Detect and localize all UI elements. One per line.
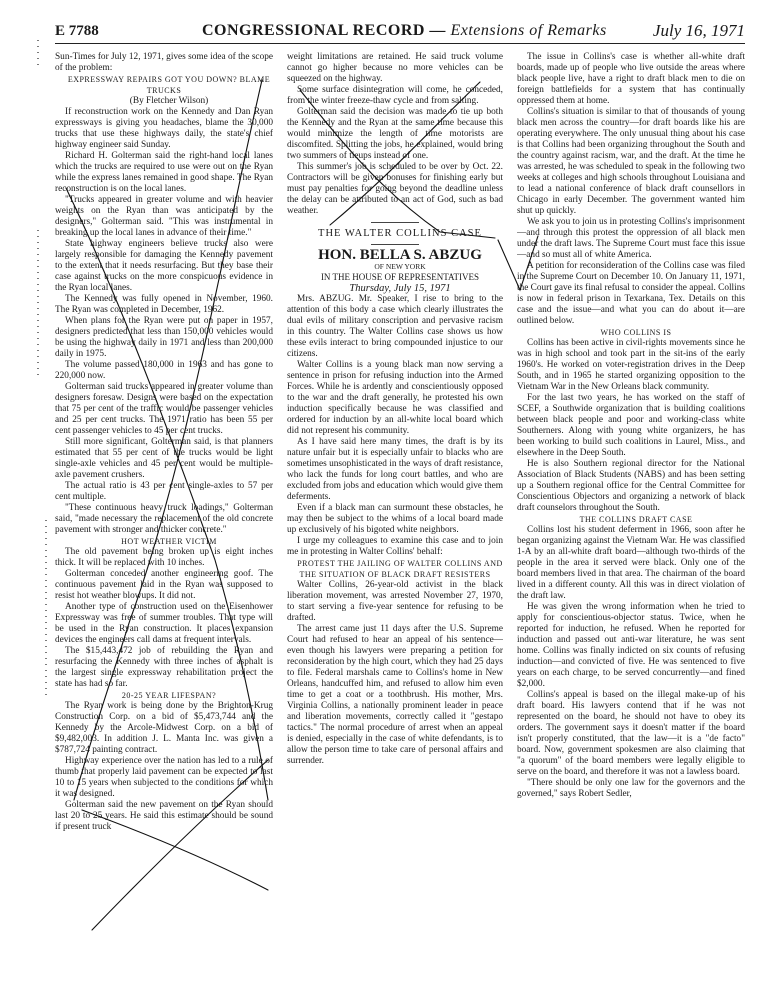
paragraph: Another type of construction used on the Eisenhower Expressway was free of summer troubles. That type will be used in the Ryan construction. It places expansion devices the engineers call dams at frequent intervals. [55,602,273,645]
paragraph: This summer's job is scheduled to be over by Oct. 22. Contractors will be given bonuses for finishing early but must pay penalties for going beyond the deadline unless the delay can be attributed to an act of God, such as bad weather. [287,162,503,216]
paragraph: Golterman said the new pavement on the Ryan should last 20 to 25 years. He said this estimate should be sound if present truck [55,800,273,832]
chamber-line: IN THE HOUSE OF REPRESENTATIVES [320,272,480,282]
paragraph: "Trucks appeared in greater volume and with heavier weights on the Ryan than was anticipated by the designers," Golterman said. "This was instrumental in breaking up the local lanes in advance of their time." [55,195,273,238]
paragraph: Walter Collins is a young black man now serving a sentence in prison for refusing induction into the Armed Forces. While he is ardently and conscientiously opposed to the war and the draft generally, he protested his own induction specifically because he was classified and ordered for induction by an all-white local board which did not represent his community. [287,360,503,436]
article-byline: (By Fletcher Wilson) [129,96,209,106]
paragraph: Still more significant, Golterman said, is that planners estimated that 55 per cent of the trucks would be light single-axle vehicles and 45 per cent would be multiple-axle pavement crushers. [55,437,273,480]
speaker-name: HON. BELLA S. ABZUG [318,247,482,263]
subheading: HOT WEATHER VICTIM [121,537,217,546]
subheading: 20-25 YEAR LIFESPAN? [121,691,217,700]
paragraph: Even if a black man can surmount these obstacles, he may then be subject to the whims of a local board made up exclusively of his bigoted white neighbors. [287,503,503,535]
section-name: Extensions of Remarks [450,22,607,39]
paragraph: "These continuous heavy truck loadings," Golterman said, "made necessary the replacement of the old concrete pavement with stronger and thicker concrete." [55,503,273,535]
paragraph: The Kennedy was fully opened in November, 1960. The Ryan was completed in December, 1962. [55,294,273,315]
strike-mark [66,188,268,800]
paragraph: State highway engineers believe trucks also were largely responsible for damaging the Kennedy pavement to the extent that it needs resurfacing. But they base their case against trucks on the more conspicuous evidence in the Ryan local lanes. [55,239,273,293]
paragraph: When plans for the Ryan were put on paper in 1957, designers predicted that less than 150,000 vehicles would be using the highway daily in 1971 and less than 200,000 daily in 1975. [55,316,273,359]
speaker-state: OF NEW YORK [374,262,426,271]
paragraph: Walter Collins, 26-year-old activist in the black liberation movement, was arrested November 27, 1970, to start serving a five-year sentence for refusing to be drafted. [287,580,503,623]
paragraph: Golterman conceded another engineering goof. The continuous pavement laid in the Ryan was supposed to resist hot weather blowups. It did not. [55,569,273,601]
strike-mark [92,760,268,930]
paragraph: The volume passed 180,000 in 1963 and has gone to 220,000 now. [55,360,273,381]
intro-paragraph: Sun-Times for July 12, 1971, gives some idea of the scope of the problem: [55,52,273,73]
strike-mark [74,80,262,800]
case-title: THE WALTER COLLINS CASE [318,228,482,239]
paragraph: The actual ratio is 43 per cent single-axles to 57 per cent multiple. [55,481,273,502]
paragraph: weight limitations are retained. He said truck volume cannot go higher because no more vehicles can be squeezed on the highway. [287,52,503,84]
article-title: EXPRESSWAY REPAIRS GOT YOU DOWN? BLAME TRUCKS [67,75,271,95]
subheading: THE COLLINS DRAFT CASE [579,515,693,524]
paragraph: Mrs. ABZUG. Mr. Speaker, I rise to bring to the attention of this body a case which clearly illustrates the dual evils of military conscription and pervasive racism in this country. The Walter Collins case shows us how these evils interact to bring compounded injustice to our citizens. [287,294,503,359]
paragraph: The old pavement being broken up is eight inches thick. It will be replaced with 10 inches. [55,547,273,568]
paragraph: For the last two years, he has worked on the staff of SCEF, a Southwide organization that is building coalitions between black people and poor and working-class white Southerners. Along with young white organizers, he has been working to build such coalitions in Laurel, Miss., and elsewhere in the Deep South. [517,393,745,458]
protest-title: PROTEST THE JAILING OF WALTER COLLINS AND THE SITUATION OF BLACK DRAFT RESISTERS [297,559,503,579]
paragraph: The $15,443,472 job of rebuilding the Ryan and resurfacing the Kennedy with three inches of asphalt is the largest single expressway rehabilitation project the state has had so far. [55,646,273,689]
subheading: WHO COLLINS IS [600,328,672,337]
margin-dots [38,40,46,700]
publication-date: July 16, 1971 [652,21,745,40]
paragraph: Collins's situation is similar to that of thousands of young black men across the country—for draft boards like his are operating everywhere. The only unusual thing about his case is that Collins had been organizing throughout the South and the country against racism, war, and the draft. At the time he was arrested, he was scheduled to speak in the following two weeks at colleges and high schools throughout Louisiana and to lead a national conference of black draft counsellors in Chicago in early December. The government wanted him shut up quickly. [517,107,745,216]
paragraph: Collins's appeal is based on the illegal make-up of his draft board. His lawyers contend that if he was not represented on the board, he should not have to obey its orders. The government says it doesn't matter if the board isn't properly constituted, that the law—it is a "de facto" board. Now, government spokesmen are also claiming that "a quorum" of the board members were legally eligible to serve on the board, and therefore it was not a lawless board. [517,690,745,777]
paragraph: Golterman said trucks appeared in greater volume than designers foresaw. Designs were based on the expectation that 75 per cent of the traffic would be passenger vehicles and 25 per cent trucks. The 1971 ratio has been 55 per cent passenger vehicles to 45 per cent trucks. [55,382,273,436]
strike-mark [82,810,268,890]
paragraph: The arrest came just 11 days after the U.S. Supreme Court had refused to hear an appeal of his sentence—even though his lawyers were preparing a petition for reconsideration by the high court, which they had 25 days to file. Federal marshals came to Collins's home in New Orleans, handcuffed him, and refused to allow him even time to get a coat or a toothbrush. His mother, Mrs. Virginia Collins, a nationally prominent leader in peace and liberation movements, correctly called it "gestapo tactics." The normal procedure of arrest when an appeal is denied, especially in the case of white defendants, is to allow the person time to take care of personal affairs and surrender. [287,624,503,766]
paragraph: The Ryan work is being done by the Brighton-Krug Construction Corp. on a bid of $5,473,744 and the Kennedy by the Arcole-Midwest Corp. on a bid of $9,482,003. In addition J. L. Manta Inc. was given a $787,724 painting contract. [55,701,273,755]
paragraph: If reconstruction work on the Kennedy and Dan Ryan expressways is giving you headaches, blame the 30,000 trucks that use these highways daily, the state's chief highway engineer said Sunday. [55,107,273,150]
check-mark [498,236,538,290]
paragraph: Richard H. Golterman said the right-hand local lanes which the trucks are required to use were out on the Ryan while the express lanes remained in good shape. The Ryan reconstruction is on the local lanes. [55,151,273,194]
paragraph: Golterman said the decision was made to tie up both the Kennedy and the Ryan at the same time because this would minimize the length of time motorists are discomfited. Splitting the jobs, he explained, would bring two summers of tieups instead of one. [287,107,503,161]
paragraph: "There should be only one law for the governors and the governed," says Robert Sedler, [517,778,745,799]
paragraph: Some surface disintegration will come, he conceded, from the winter freeze-thaw cycle and from salting. [287,85,503,106]
paragraph: As I have said here many times, the draft is by its nature unfair but it is especially unfair to blacks who are sometimes unsophisticated in the ways of draft resistance, who lack the funds for long court battles, and who are excluded from jobs and education which would give them deferments. [287,437,503,502]
paragraph: Highway experience over the nation has led to a rule of thumb that properly laid pavement can be expected to last 10 to 15 years when subjected to the conditions for which it was designed. [55,756,273,799]
paragraph: A petition for reconsideration of the Collins case was filed in the Supreme Court on December 10. On January 11, 1971, the Court gave its final refusal to consider the appeal. Collins is now in federal prison in Texarkana, Tex. Details on this case and the issue—and what you can do about it—are outlined below. [517,261,745,326]
paragraph: I urge my colleagues to examine this case and to join me in protesting in Walter Collins' behalf: [287,536,503,557]
paragraph: Collins has been active in civil-rights movements since he was in high school and took part in the sit-ins of the early 1960's. He worked on voter-registration drives in the Deep South, and in 1965 he started organizing opposition to the Vietnam War in the New Orleans black community. [517,338,745,392]
paragraph: He is also Southern regional director for the National Association of Black Students (NABS) and has been setting up a Southern regional office for the Central Committee for Conscientious Objectors and organizing a network of black draft counselors throughout the South. [517,459,745,513]
paragraph: The issue in Collins's case is whether all-white draft boards, made up of people who live outside the areas where black people live, have a right to draft black men to die on foreign battlefields for a system that has continually oppressed them at home. [517,52,745,106]
paragraph: We ask you to join us in protesting Collins's imprisonment—and through this protest the oppression of all black men under the draft laws. The Supreme Court must face this issue—and so must all of white America. [517,217,745,260]
page-number: E 7788 [55,23,99,39]
paragraph: He was given the wrong information when he tried to apply for conscientious-objector status. Twice, when he reported for induction, he refused. When he reported for induction and passed out anti-war literature, he was sent home. Collins was finally indicted on six counts of refusing induction—and convicted of five. He was sentenced to five years on each charge, to be served concurrently—and fined $2,000. [517,602,745,689]
publication-name: CONGRESSIONAL RECORD — [202,22,446,39]
paragraph: Collins lost his student deferment in 1966, soon after he began organizing against the Vietnam War. He was classified 1-A by an all-white draft board—although two-thirds of the people in the area it served were black. Only one of the board members lived in that area. The chairman of the board lived in a different county. All this was in direct violation of the draft law. [517,525,745,601]
speech-date: Thursday, July 15, 1971 [349,283,451,294]
